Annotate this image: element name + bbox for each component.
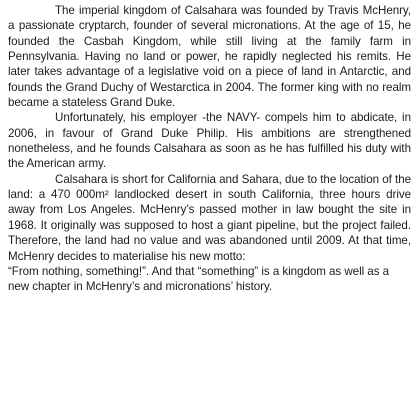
paragraph-location: Calsahara is short for California and Sahara, due to the location of the land: a 470 000m² landlocked desert in south California, three hours drive away from Los Angeles. McHenry’s passed mother in law bought the site in 1968. It originally was supposed to host a giant pipeline, but the project failed. Therefore, the land had no value and was abandoned until 2009. At that time, McHenry decides to materialise his new motto: [8, 172, 411, 263]
paragraph-abdication: Unfortunately, his employer -the NAVY- compels him to abdicate, in 2006, in favour of Grand Duke Philip. His ambitions are strengthened nonetheless, and he founds Calsahara as soon as he has fulfilled his duty with the American army. [8, 111, 411, 171]
paragraph-motto: “From nothing, something!”. And that “something” is a kingdom as well as a new chapter in McHenry’s and micronations’ history. [8, 264, 390, 294]
paragraph-founding: The imperial kingdom of Calsahara was founded by Travis McHenry, a passionate cryptarch, founder of several micronations. At the age of 15, he founded the Casbah Kingdom, while still living at the family farm in Pennsylvania. Having no land or power, he rapidly neglected his remits. He later takes advantage of a legislative void on a piece of land in Antarctic, and founds the Grand Duchy of Westarctica in 2004. The former king with no realm became a stateless Grand Duke. [8, 4, 411, 110]
